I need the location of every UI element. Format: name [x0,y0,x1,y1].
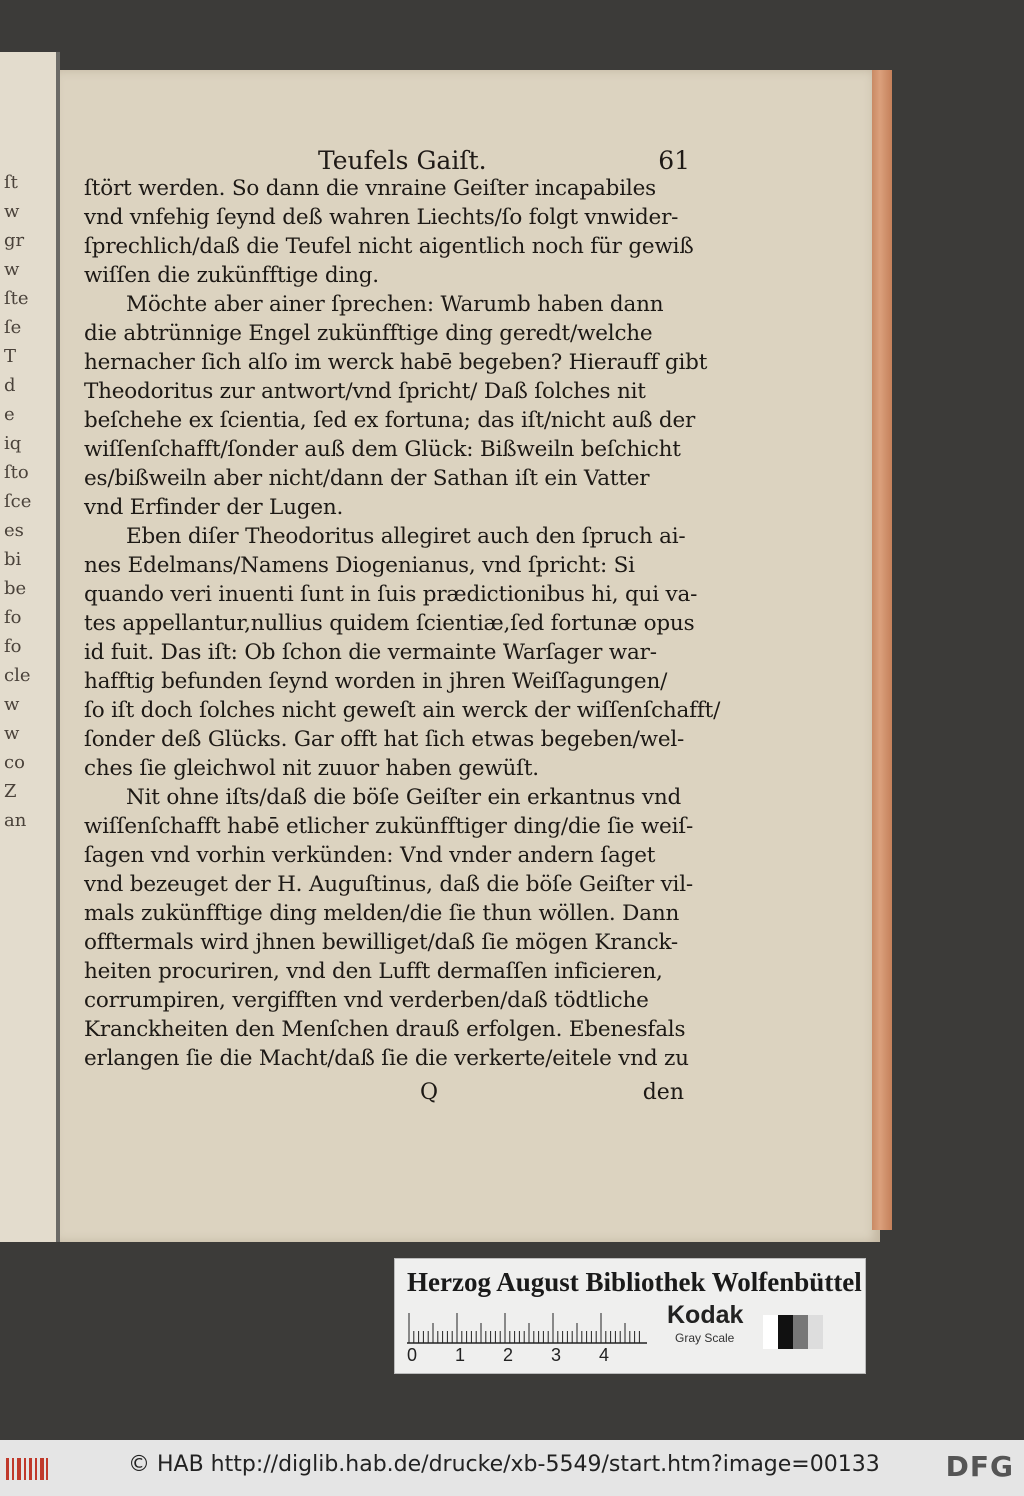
previous-page-fragment: iq [4,433,22,454]
text-line: ſagen vnd vorhin verkünden: Vnd vnder andern ſaget [84,843,656,868]
ruler-number: 4 [599,1345,610,1365]
text-line: Nit ohne iſts/daß die böſe Geiſter ein erkantnus vnd [126,785,682,810]
text-line: hafftig befunden ſeynd worden in jhren Weiſſagungen/ [84,669,668,694]
text-line: wiſſenſchafft/ſonder auß dem Glück: Bißweiln beſchicht [84,437,681,462]
text-line: corrumpiren, vergifften vnd verderben/daß tödtliche [84,988,649,1013]
page-number: 61 [658,146,690,175]
library-name: Herzog August Bibliothek Wolfenbüttel [407,1267,862,1297]
text-line: vnd Erfinder der Lugen. [84,495,344,520]
text-line: wiſſenſchafft habē etlicher zukünfftiger ding/die ſie weiſ- [84,814,694,839]
previous-page-fragment: es [4,520,24,541]
ruler-number: 1 [455,1345,466,1365]
text-line: id fuit. Das iſt: Ob ſchon die vermainte Warſager war- [84,640,657,665]
previous-page-edge [0,52,60,1242]
previous-page-fragment: fo [4,636,22,657]
text-line: ſtört werden. So dann die vnraine Geiſter incapabiles [84,176,656,201]
text-line: heiten procuriren, vnd den Lufft dermaſſen inficieren, [84,959,663,984]
previous-page-fragment: w [4,694,20,715]
viewer-footer [0,1440,1024,1496]
ruler-number: 3 [551,1345,562,1365]
text-line: ſprechlich/daß die Teufel nicht aigentlich noch für gewiß [84,234,694,259]
text-line: mals zukünfftige ding melden/die ſie thun wöllen. Dann [84,901,680,926]
previous-page-fragment: T [4,346,17,367]
catchword: den [642,1080,684,1105]
previous-page-fragment: w [4,201,20,222]
previous-page-fragment: bi [4,549,22,570]
text-line: es/bißweiln aber nicht/dann der Sathan iſt ein Vatter [84,466,650,491]
previous-page-fragment: w [4,723,20,744]
previous-page-fragment: ſto [4,462,29,483]
text-line: ches ſie gleichwol nit zuuor haben gewüſt. [84,756,539,781]
ruler-scale-icon [407,1307,647,1347]
previous-page-fragment: ſce [4,491,32,512]
previous-page-fragment: fo [4,607,22,628]
library-color-card [394,1258,866,1374]
text-line: erlangen ſie die Macht/daß ſie die verkerte/eitele vnd zu [84,1046,689,1071]
text-line: hernacher ſich alſo im werck habē begeben? Hierauff gibt [84,350,708,375]
signature-row [84,1080,684,1110]
text-line: tes appellantur,nullius quidem ſcientiæ,ſed fortunæ opus [84,611,695,636]
text-line: ſonder deß Glücks. Gar offt hat ſich etwas begeben/wel- [84,727,685,752]
kodak-brand: Kodak [667,1301,744,1329]
signature-mark: Q [420,1080,439,1105]
text-line: vnd vnfehig ſeynd deß wahren Liechts/ſo folgt vnwider- [84,205,679,230]
gray-scale-label: Gray Scale [675,1331,735,1345]
previous-page-fragment: d [4,375,16,396]
gray-patches [763,1315,823,1349]
text-line: nes Edelmans/Namens Diogenianus, vnd ſpricht: Si [84,553,635,578]
text-line: ſo iſt doch ſolches nicht geweſt ain werck der wiſſenſchafft/ [84,698,721,723]
hab-barcode-logo-icon [6,1458,48,1480]
previous-page-fragment: ſt [4,172,18,193]
previous-page-fragment: ſte [4,288,29,309]
text-line: vnd bezeuget der H. Auguſtinus, daß die böſe Geiſter vil- [84,872,693,897]
previous-page-fragment: gr [4,230,25,251]
previous-page-fragment: ſe [4,317,22,338]
page-edge-stack [872,70,892,1230]
previous-page-fragment: an [4,810,27,831]
previous-page-fragment: cle [4,665,31,686]
text-line: Theodoritus zur antwort/vnd ſpricht/ Daß ſolches nit [84,379,646,404]
text-line: quando veri inuenti ſunt in ſuis prædictionibus hi, qui va- [84,582,698,607]
text-line: Eben diſer Theodoritus allegiret auch den ſpruch ai- [126,524,686,549]
previous-page-fragment: be [4,578,27,599]
copyright-link[interactable]: © HAB http://diglib.hab.de/drucke/xb-5549/start.htm?image=00133 [128,1452,880,1477]
dfg-logo: DFG [945,1450,1014,1483]
text-line: Möchte aber ainer ſprechen: Warumb haben dann [126,292,664,317]
text-line: Kranckheiten den Menſchen drauß erfolgen. Ebenesfals [84,1017,686,1042]
previous-page-fragment: e [4,404,15,425]
ruler-number: 2 [503,1345,514,1365]
running-title: Teufels Gaiſt. [318,146,487,175]
previous-page-fragment: co [4,752,25,773]
ruler-number: 0 [407,1345,418,1365]
text-line: wiſſen die zukünfftige ding. [84,263,379,288]
text-line: beſchehe ex ſcientia, ſed ex fortuna; das iſt/nicht auß der [84,408,696,433]
previous-page-fragment: w [4,259,20,280]
previous-page-fragment: Z [4,781,17,802]
text-line: offtermals wird jhnen bewilliget/daß ſie mögen Kranck- [84,930,678,955]
body-text [84,174,721,1073]
text-line: die abtrünnige Engel zukünfftige ding geredt/welche [84,321,653,346]
